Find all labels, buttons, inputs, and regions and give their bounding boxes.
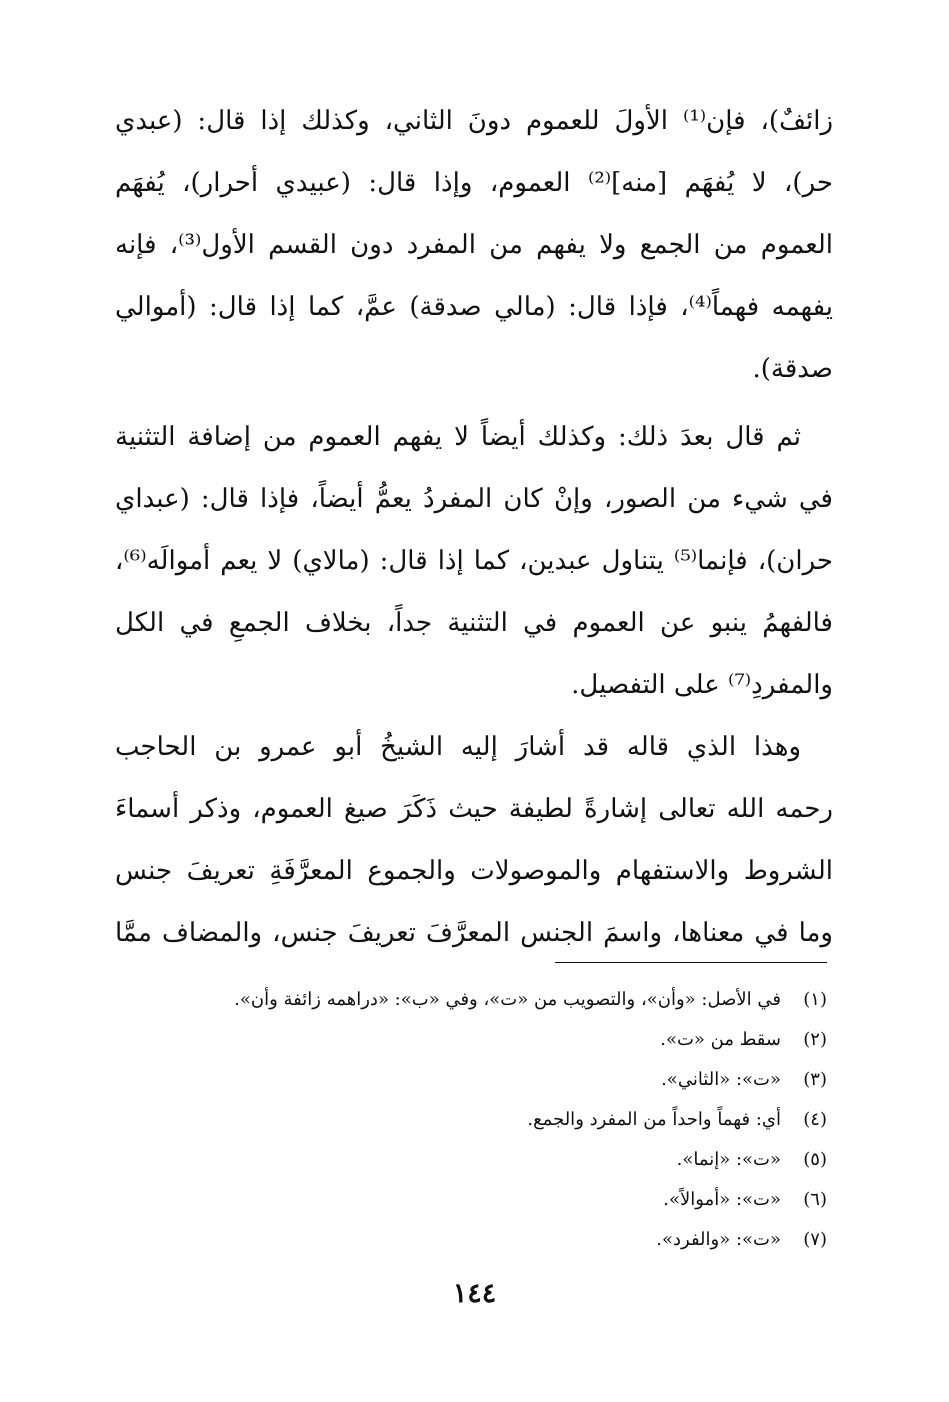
- text-line: فالفهمُ ينبو عن العموم في التثنية جداً، بخلاف الجمعِ في الكل: [115, 608, 833, 638]
- text-line: الشروط والاستفهام والموصولات والجموع المعرَّفَةِ تعريفَ جنس: [115, 856, 833, 886]
- text-line: حر)، لا يُفهَم [منه]⁽²⁾ العموم، وإذا قال: (عبيدي أحرار)، يُفهَم: [115, 168, 833, 198]
- footnote-text: أي: فهماً واحداً من المفرد والجمع.: [527, 1109, 781, 1130]
- footnote-number: (٦): [803, 1189, 827, 1210]
- footnote: [115, 1020, 827, 1060]
- footnote: [115, 1060, 827, 1100]
- footnote-text: «ت»: «إنما».: [676, 1149, 781, 1170]
- footnote-text: «ت»: «أموالاً».: [663, 1189, 781, 1210]
- text-line: في شيء من الصور، وإنْ كان المفردُ يعمُّ أيضاً، فإذا قال: (عبداي: [115, 484, 833, 514]
- footnote-number: (٥): [803, 1149, 827, 1170]
- footnote-number: (٣): [803, 1069, 827, 1090]
- text-line: حران)، فإنما⁽⁵⁾ يتناول عبدين، كما إذا قال: (مالاي) لا يعم أموالَه⁽⁶⁾،: [115, 546, 833, 576]
- footnote: [115, 1220, 827, 1260]
- text-line: وما في معناها، واسمَ الجنس المعرَّفَ تعريفَ جنس، والمضاف ممَّا: [115, 918, 833, 948]
- text-line: ثم قال بعدَ ذلك: وكذلك أيضاً لا يفهم العموم من إضافة التثنية: [115, 422, 801, 452]
- footnotes: [115, 980, 827, 1260]
- text-line: رحمه الله تعالى إشارةً لطيفة حيث ذَكَرَ صيغ العموم، وذكر أسماءَ: [115, 794, 833, 824]
- page-number: ١٤٤: [452, 1278, 497, 1309]
- text-line: زائفٌ)، فإن⁽¹⁾ الأولَ للعموم دونَ الثاني، وكذلك إذا قال: (عبدي: [115, 106, 833, 136]
- main-text: [115, 90, 833, 964]
- footnote-number: (٧): [803, 1229, 827, 1250]
- footnote-divider: [555, 962, 827, 963]
- text-line: وهذا الذي قاله قد أشارَ إليه الشيخُ أبو عمرو بن الحاجب: [115, 732, 801, 762]
- footnote: [115, 1140, 827, 1180]
- footnote-number: (١): [803, 989, 827, 1010]
- footnote-number: (٢): [803, 1029, 827, 1050]
- text-line: يفهمه فهماً⁽⁴⁾، فإذا قال: (مالي صدقة) عمَّ، كما إذا قال: (أموالي: [115, 292, 833, 322]
- footnote: [115, 1180, 827, 1220]
- footnote: [115, 1100, 827, 1140]
- footnote-text: سقط من «ت».: [660, 1029, 781, 1050]
- footnote-text: في الأصل: «وأن»، والتصويب من «ت»، وفي «ب»: «دراهمه زائفة وأن».: [234, 989, 781, 1010]
- footnote-text: «ت»: «الثاني».: [661, 1069, 781, 1090]
- footnote: [115, 980, 827, 1020]
- text-line: والمفردِ⁽⁷⁾ على التفصيل.: [571, 670, 833, 700]
- text-line: صدقة).: [752, 354, 833, 384]
- footnote-number: (٤): [803, 1109, 827, 1130]
- footnote-text: «ت»: «والفرد».: [656, 1229, 781, 1250]
- text-line: العموم من الجمع ولا يفهم من المفرد دون القسم الأول⁽³⁾، فإنه: [115, 230, 833, 260]
